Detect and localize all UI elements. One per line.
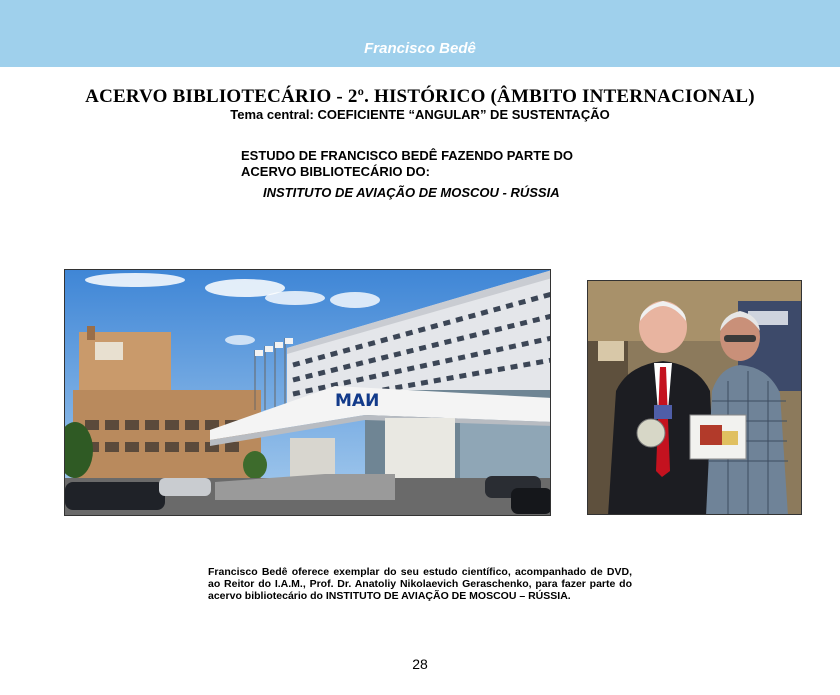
photo-caption: Francisco Bedê oferece exemplar do seu estudo científico, acompanhado de DVD, ao Reitor do I.A.M., Prof. Dr. Anatoliy Nikolaevich Geraschenko, para fazer parte do acervo bibliotecário do INSTITUTO DE AVIAÇÃO DE MOSCOU – RÚSSIA.	[208, 566, 632, 602]
presentation-photo	[587, 280, 802, 515]
building-photo-illustration	[65, 270, 551, 516]
page-subtitle: Tema central: COEFICIENTE “ANGULAR” DE SUSTENTAÇÃO	[230, 107, 610, 122]
study-description	[241, 148, 641, 180]
page-number: 28	[412, 656, 428, 672]
building-photo	[64, 269, 551, 516]
mai-sign: МАИ	[335, 391, 380, 411]
study-line-1: ESTUDO DE FRANCISCO BEDÊ FAZENDO PARTE DO	[241, 148, 574, 163]
presentation-photo-illustration	[588, 281, 802, 515]
header-author: Francisco Bedê	[364, 40, 476, 57]
institute-name: INSTITUTO DE AVIAÇÃO DE MOSCOU - RÚSSIA	[263, 185, 560, 200]
page-title: ACERVO BIBLIOTECÁRIO - 2º. HISTÓRICO (ÂMBITO INTERNACIONAL)	[85, 86, 755, 107]
study-line-2: ACERVO BIBLIOTECÁRIO DO:	[241, 164, 430, 179]
